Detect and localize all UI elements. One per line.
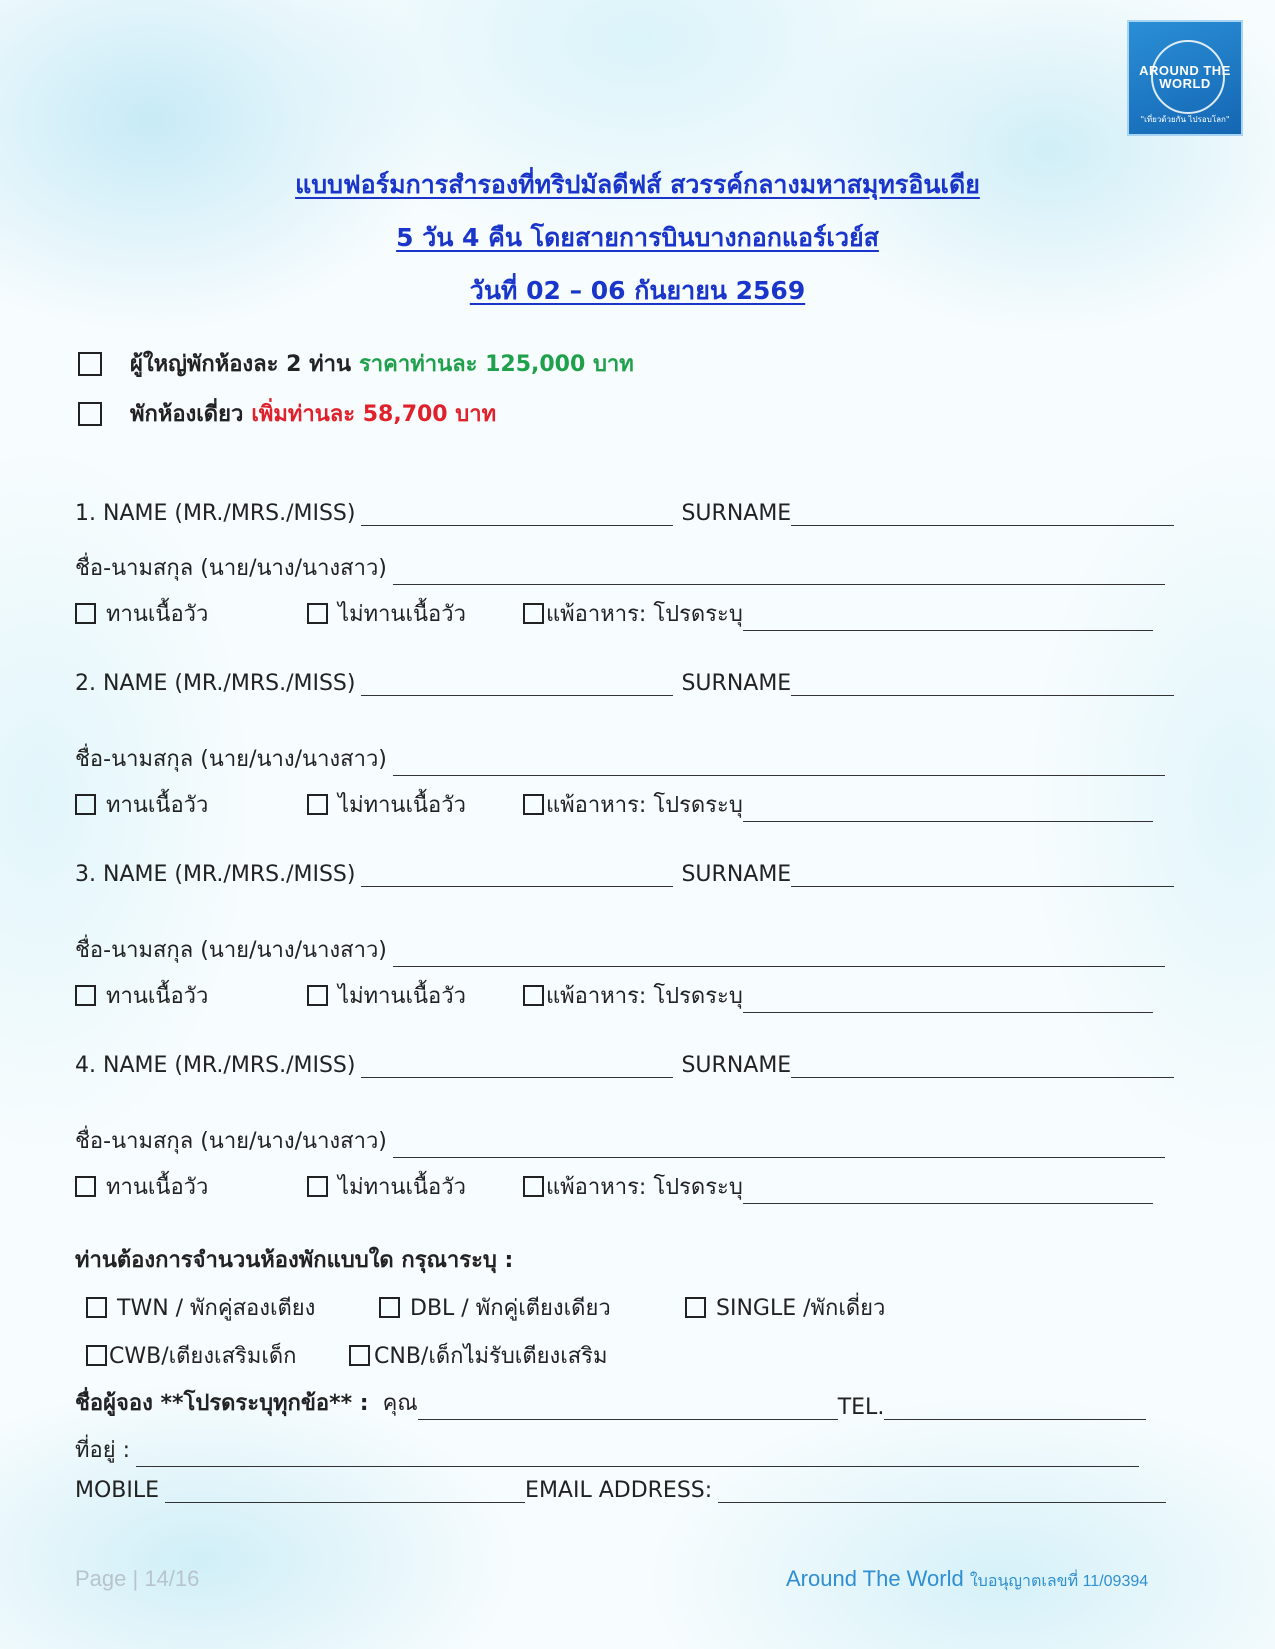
traveler-2-allergy[interactable]: [523, 787, 743, 822]
checkbox[interactable]: [349, 1345, 370, 1366]
room-cwb[interactable]: [86, 1338, 349, 1373]
traveler-4-name-field[interactable]: [361, 1057, 673, 1078]
traveler-4-thai-field[interactable]: [393, 1137, 1165, 1158]
traveler-3-surname-field[interactable]: [791, 866, 1174, 887]
checkbox[interactable]: [523, 985, 544, 1006]
checkbox[interactable]: [75, 1176, 96, 1197]
traveler-1-name-field[interactable]: [361, 505, 673, 526]
traveler-2-no-beef[interactable]: [307, 787, 523, 822]
traveler-3-thai-label: ชื่อ-นามสกุล (นาย/นาง/นางสาว): [75, 938, 387, 963]
room-twn[interactable]: [86, 1290, 379, 1325]
traveler-3-diet-row: [75, 978, 1153, 1013]
no-beef-label: ไม่ทานเนื้อวัว: [338, 1175, 466, 1200]
traveler-3-name-field[interactable]: [361, 866, 673, 887]
traveler-4-surname-field[interactable]: [791, 1057, 1174, 1078]
checkbox[interactable]: [86, 1297, 107, 1318]
traveler-4-allergy[interactable]: [523, 1169, 743, 1204]
traveler-3-name-row: [75, 862, 1174, 887]
traveler-4-surname-label: SURNAME: [681, 1053, 792, 1078]
checkbox[interactable]: [86, 1345, 107, 1366]
room-cnb-label: CNB/เด็กไม่รับเตียงเสริม: [374, 1344, 608, 1369]
room-single-label: SINGLE /พักเดี่ยว: [716, 1296, 886, 1321]
traveler-4-name-row: [75, 1053, 1174, 1078]
form-title-line1: แบบฟอร์มการสำรองที่ทริปมัลดีฟส์ สวรรค์กลางมหาสมุทรอินเดีย: [295, 170, 980, 199]
traveler-4-thai-row: [75, 1123, 1165, 1158]
traveler-2-name-label: 2. NAME (MR./MRS./MISS): [75, 671, 356, 696]
option-single-checkbox[interactable]: [78, 402, 102, 426]
checkbox[interactable]: [523, 1176, 544, 1197]
traveler-1-allergy[interactable]: [523, 596, 743, 631]
traveler-3-thai-field[interactable]: [393, 946, 1165, 967]
checkbox[interactable]: [685, 1297, 706, 1318]
traveler-1-diet-row: [75, 596, 1153, 631]
contact-row: [75, 1478, 1166, 1503]
company-logo: [1127, 20, 1243, 136]
traveler-3-thai-row: [75, 932, 1165, 967]
room-single[interactable]: [685, 1290, 885, 1325]
no-beef-label: ไม่ทานเนื้อวัว: [338, 793, 466, 818]
option-single-price: เพิ่มท่านละ 58,700 บาท: [251, 402, 497, 427]
license-number: ใบอนุญาตเลขที่ 11/09394: [969, 1573, 1149, 1590]
traveler-3-no-beef[interactable]: [307, 978, 523, 1013]
checkbox[interactable]: [523, 603, 544, 624]
traveler-2-thai-row: [75, 741, 1165, 776]
room-dbl[interactable]: [379, 1290, 685, 1325]
checkbox[interactable]: [75, 603, 96, 624]
traveler-2-name-row: [75, 671, 1174, 696]
traveler-1-thai-field[interactable]: [393, 564, 1165, 585]
room-cnb[interactable]: [349, 1338, 608, 1373]
traveler-3-allergy-field[interactable]: [743, 992, 1153, 1013]
checkbox[interactable]: [75, 794, 96, 815]
form-title-line3: วันที่ 02 – 06 กันยายน 2569: [469, 276, 806, 305]
mobile-field[interactable]: [165, 1482, 525, 1503]
traveler-2-allergy-field[interactable]: [743, 801, 1153, 822]
traveler-2-thai-field[interactable]: [393, 755, 1165, 776]
traveler-3-allergy[interactable]: [523, 978, 743, 1013]
traveler-3-surname-label: SURNAME: [681, 862, 792, 887]
allergy-label: แพ้อาหาร: โปรดระบุ: [546, 602, 743, 627]
mobile-label: MOBILE: [75, 1478, 160, 1503]
traveler-1-eat-beef[interactable]: [75, 596, 307, 631]
traveler-2-surname-field[interactable]: [791, 675, 1174, 696]
traveler-1-no-beef[interactable]: [307, 596, 523, 631]
email-field[interactable]: [718, 1482, 1166, 1503]
booker-khun-label: คุณ: [382, 1391, 418, 1416]
traveler-4-name-label: 4. NAME (MR./MRS./MISS): [75, 1053, 356, 1078]
checkbox[interactable]: [307, 985, 328, 1006]
eat-beef-label: ทานเนื้อวัว: [106, 602, 209, 627]
checkbox[interactable]: [523, 794, 544, 815]
logo-brand: AROUND THE WORLD: [1139, 63, 1231, 91]
room-type-row-1: [86, 1290, 885, 1325]
booker-tel-label: TEL.: [837, 1395, 885, 1420]
page-number: Page | 14/16: [75, 1566, 200, 1591]
email-label: EMAIL ADDRESS:: [525, 1478, 713, 1503]
checkbox[interactable]: [307, 603, 328, 624]
traveler-1-surname-label: SURNAME: [681, 501, 792, 526]
company-name: Around The World: [786, 1566, 964, 1591]
option-single-label: พักห้องเดี่ยว: [130, 402, 244, 427]
address-field[interactable]: [136, 1446, 1139, 1467]
traveler-4-eat-beef[interactable]: [75, 1169, 307, 1204]
booker-row: [75, 1385, 1146, 1420]
traveler-1-thai-row: [75, 550, 1165, 585]
booker-name-field[interactable]: [418, 1399, 838, 1420]
traveler-4-thai-label: ชื่อ-นามสกุล (นาย/นาง/นางสาว): [75, 1129, 387, 1154]
checkbox[interactable]: [379, 1297, 400, 1318]
room-type-row-2: [86, 1338, 608, 1373]
room-question: ท่านต้องการจำนวนห้องพักแบบใด กรุณาระบุ :: [75, 1248, 514, 1273]
checkbox[interactable]: [75, 985, 96, 1006]
traveler-3-name-label: 3. NAME (MR./MRS./MISS): [75, 862, 356, 887]
traveler-4-allergy-field[interactable]: [743, 1183, 1153, 1204]
allergy-label: แพ้อาหาร: โปรดระบุ: [546, 793, 743, 818]
eat-beef-label: ทานเนื้อวัว: [106, 984, 209, 1009]
eat-beef-label: ทานเนื้อวัว: [106, 793, 209, 818]
traveler-1-name-row: [75, 501, 1174, 526]
room-cwb-label: CWB/เตียงเสริมเด็ก: [109, 1344, 297, 1369]
room-dbl-label: DBL / พักคู่เตียงเดียว: [410, 1296, 611, 1321]
form-title-line2: 5 วัน 4 คืน โดยสายการบินบางกอกแอร์เวย์ส: [396, 223, 879, 252]
traveler-2-eat-beef[interactable]: [75, 787, 307, 822]
no-beef-label: ไม่ทานเนื้อวัว: [338, 984, 466, 1009]
traveler-2-surname-label: SURNAME: [681, 671, 792, 696]
option-twin-checkbox[interactable]: [78, 352, 102, 376]
booker-label: ชื่อผู้จอง **โปรดระบุทุกข้อ** :: [75, 1391, 369, 1416]
traveler-3-eat-beef[interactable]: [75, 978, 307, 1013]
option-twin-price: ราคาท่านละ 125,000 บาท: [358, 352, 634, 377]
checkbox[interactable]: [307, 794, 328, 815]
room-twn-label: TWN / พักคู่สองเตียง: [117, 1296, 316, 1321]
no-beef-label: ไม่ทานเนื้อวัว: [338, 602, 466, 627]
traveler-2-thai-label: ชื่อ-นามสกุล (นาย/นาง/นางสาว): [75, 747, 387, 772]
traveler-4-no-beef[interactable]: [307, 1169, 523, 1204]
option-twin-label: ผู้ใหญ่พักห้องละ 2 ท่าน: [130, 352, 351, 377]
allergy-label: แพ้อาหาร: โปรดระบุ: [546, 1175, 743, 1200]
option-twin-share: [78, 346, 634, 381]
traveler-1-name-label: 1. NAME (MR./MRS./MISS): [75, 501, 356, 526]
booker-tel-field[interactable]: [884, 1399, 1146, 1420]
eat-beef-label: ทานเนื้อวัว: [106, 1175, 209, 1200]
traveler-1-surname-field[interactable]: [791, 505, 1174, 526]
address-row: [75, 1432, 1139, 1467]
traveler-2-name-field[interactable]: [361, 675, 673, 696]
traveler-4-diet-row: [75, 1169, 1153, 1204]
traveler-1-allergy-field[interactable]: [743, 610, 1153, 631]
address-label: ที่อยู่ :: [75, 1438, 131, 1463]
allergy-label: แพ้อาหาร: โปรดระบุ: [546, 984, 743, 1009]
option-single-supplement: [78, 396, 496, 431]
footer-company: [786, 1566, 1148, 1594]
logo-tagline: "เที่ยวด้วยกัน ไปรอบโลก": [1140, 115, 1230, 124]
checkbox[interactable]: [307, 1176, 328, 1197]
traveler-2-diet-row: [75, 787, 1153, 822]
traveler-1-thai-label: ชื่อ-นามสกุล (นาย/นาง/นางสาว): [75, 556, 387, 581]
